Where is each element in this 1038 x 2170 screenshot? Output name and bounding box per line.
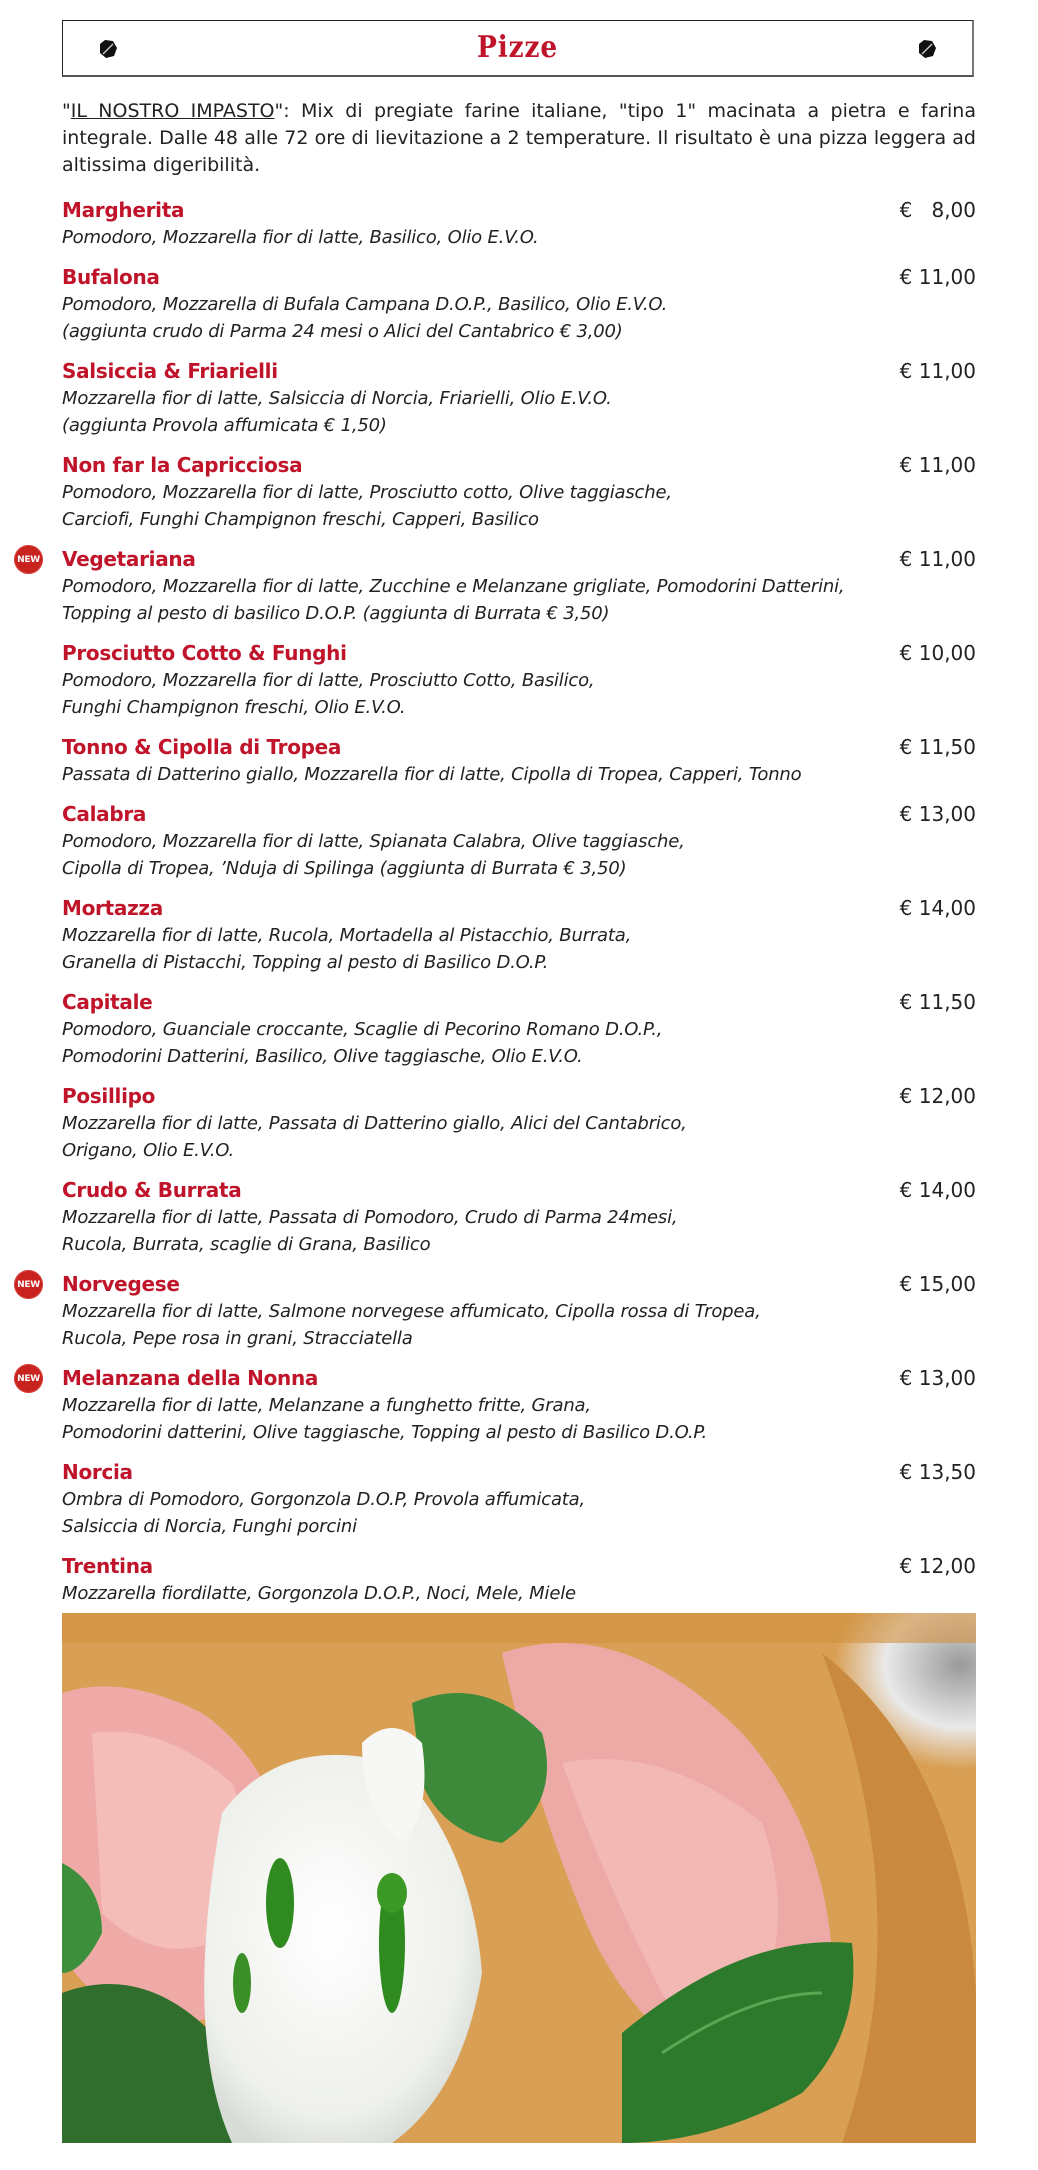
menu-item — [17, 1270, 976, 1352]
new-badge-icon: NEW — [14, 1270, 43, 1299]
menu-item — [62, 1552, 976, 1607]
pizza-ingredients: Passata di Datterino giallo, Mozzarella fior di latte, Cipolla di Tropea, Capperi, Tonno — [62, 764, 802, 785]
menu-item — [62, 1082, 976, 1164]
pizza-name: Calabra — [62, 802, 147, 826]
pizza-name: Non far la Capricciosa — [62, 453, 303, 477]
pizza-ingredients: Mozzarella fior di latte, Passata di Pomodoro, Crudo di Parma 24mesi, — [62, 1207, 678, 1228]
pizza-price: € 11,00 — [899, 453, 976, 477]
menu-item — [62, 894, 976, 976]
intro-quote: " — [62, 100, 71, 122]
pizza-ingredients: Funghi Champignon freschi, Olio E.V.O. — [62, 697, 406, 718]
menu-item-header — [62, 800, 976, 828]
pizza-ingredients: (aggiunta crudo di Parma 24 mesi o Alici del Cantabrico € 3,00) — [62, 321, 623, 342]
menu-item — [62, 988, 976, 1070]
pizza-ingredients: Mozzarella fiordilatte, Gorgonzola D.O.P., Noci, Mele, Miele — [62, 1583, 576, 1604]
nut-icon — [98, 39, 118, 59]
pizza-name: Crudo & Burrata — [62, 1178, 242, 1202]
menu-item — [62, 1176, 976, 1258]
pizza-price: € 13,00 — [899, 802, 976, 826]
pizza-ingredients: Pomodorini datterini, Olive taggiasche, Topping al pesto di Basilico D.O.P. — [62, 1422, 708, 1443]
pizza-name: Melanzana della Nonna — [62, 1366, 319, 1390]
pizza-ingredients: Rucola, Pepe rosa in grani, Stracciatella — [62, 1328, 413, 1349]
menu-item — [62, 639, 976, 721]
pizza-ingredients: Mozzarella fior di latte, Melanzane a funghetto fritte, Grana, — [62, 1395, 591, 1416]
pizza-name: Capitale — [62, 990, 153, 1014]
new-badge-icon: NEW — [14, 545, 43, 574]
menu-item-header — [62, 196, 976, 224]
menu-item-header — [62, 988, 976, 1016]
pizza-ingredients: Pomodorini Datterini, Basilico, Olive taggiasche, Olio E.V.O. — [62, 1046, 583, 1067]
menu-item-header — [62, 1552, 976, 1580]
menu-item-header — [62, 1176, 976, 1204]
pizza-price: € 10,00 — [899, 641, 976, 665]
pizza-ingredients: Cipolla di Tropea, ’Nduja di Spilinga (aggiunta di Burrata € 3,50) — [62, 858, 627, 879]
menu-item — [62, 451, 976, 533]
menu-item-header — [62, 894, 976, 922]
pizza-name: Posillipo — [62, 1084, 156, 1108]
menu-item — [17, 545, 976, 627]
pizza-price: € 12,00 — [899, 1554, 976, 1578]
pizza-ingredients: Mozzarella fior di latte, Passata di Datterino giallo, Alici del Cantabrico, — [62, 1113, 687, 1134]
pizza-ingredients: Pomodoro, Mozzarella di Bufala Campana D.O.P., Basilico, Olio E.V.O. — [62, 294, 668, 315]
pizza-ingredients: Pomodoro, Mozzarella fior di latte, Prosciutto cotto, Olive taggiasche, — [62, 482, 672, 503]
pizza-ingredients: Mozzarella fior di latte, Salmone norvegese affumicato, Cipolla rossa di Tropea, — [62, 1301, 761, 1322]
menu-item-header — [62, 357, 976, 385]
pizza-name: Norcia — [62, 1460, 133, 1484]
pizza-price: € 11,00 — [899, 359, 976, 383]
pizza-name: Margherita — [62, 198, 185, 222]
pizza-ingredients: Granella di Pistacchi, Topping al pesto di Basilico D.O.P. — [62, 952, 549, 973]
intro-heading: IL NOSTRO IMPASTO — [70, 100, 275, 122]
pizza-name: Vegetariana — [62, 547, 196, 571]
pizza-price: € 8,00 — [899, 198, 976, 222]
pizza-name: Tonno & Cipolla di Tropea — [62, 735, 342, 759]
pizza-ingredients: Salsiccia di Norcia, Funghi porcini — [62, 1516, 357, 1537]
pizza-ingredients: Pomodoro, Mozzarella fior di latte, Zucchine e Melanzane grigliate, Pomodorini Datterini, — [62, 576, 845, 597]
section-header — [62, 20, 974, 77]
pizza-name: Trentina — [62, 1554, 153, 1578]
menu-item-header — [62, 1458, 976, 1486]
pizza-ingredients: Pomodoro, Mozzarella fior di latte, Basilico, Olio E.V.O. — [62, 227, 539, 248]
pizza-ingredients: Pomodoro, Mozzarella fior di latte, Prosciutto Cotto, Basilico, — [62, 670, 595, 691]
section-title: Pizze — [476, 30, 559, 65]
menu-item-header — [62, 263, 976, 291]
pizza-price: € 13,50 — [899, 1460, 976, 1484]
menu-item — [62, 357, 976, 439]
menu-item — [62, 733, 976, 788]
dough-intro — [62, 98, 976, 179]
pizza-ingredients: Origano, Olio E.V.O. — [62, 1140, 235, 1161]
menu-item-header — [62, 451, 976, 479]
pizza-ingredients: Pomodoro, Mozzarella fior di latte, Spianata Calabra, Olive taggiasche, — [62, 831, 685, 852]
pizza-list — [17, 196, 976, 1619]
nut-icon — [917, 39, 937, 59]
pizza-ingredients: Pomodoro, Guanciale croccante, Scaglie di Pecorino Romano D.O.P., — [62, 1019, 663, 1040]
pizza-ingredients: Mozzarella fior di latte, Salsiccia di Norcia, Friarielli, Olio E.V.O. — [62, 388, 612, 409]
pizza-ingredients: Mozzarella fior di latte, Rucola, Mortadella al Pistacchio, Burrata, — [62, 925, 632, 946]
menu-item-header — [62, 1364, 976, 1392]
intro-text: ": Mix di pregiate farine italiane, "tipo 1" macinata a pietra e farina integrale. Dalle 48 alle 72 ore di lievitazione a 2 temperature. Il risultato è una pizza leggera ad altissima digeribilità. — [62, 100, 976, 176]
pizza-ingredients: (aggiunta Provola affumicata € 1,50) — [62, 415, 387, 436]
pizza-price: € 15,00 — [899, 1272, 976, 1296]
menu-item-header — [62, 545, 976, 573]
pizza-price: € 11,00 — [899, 265, 976, 289]
pizza-photo-illustration — [62, 1613, 976, 2143]
pizza-name: Mortazza — [62, 896, 163, 920]
pizza-name: Bufalona — [62, 265, 160, 289]
pizza-ingredients: Ombra di Pomodoro, Gorgonzola D.O.P, Provola affumicata, — [62, 1489, 585, 1510]
pizza-price: € 12,00 — [899, 1084, 976, 1108]
menu-item — [17, 1364, 976, 1446]
menu-item-header — [62, 733, 976, 761]
pizza-name: Norvegese — [62, 1272, 180, 1296]
pizza-price: € 11,50 — [899, 735, 976, 759]
new-badge-icon: NEW — [14, 1364, 43, 1393]
menu-item — [62, 1458, 976, 1540]
menu-item — [62, 196, 976, 251]
pizza-price: € 11,50 — [899, 990, 976, 1014]
pizza-ingredients: Carciofi, Funghi Champignon freschi, Capperi, Basilico — [62, 509, 539, 530]
pizza-ingredients: Topping al pesto di basilico D.O.P. (aggiunta di Burrata € 3,50) — [62, 603, 610, 624]
pizza-price: € 14,00 — [899, 896, 976, 920]
pizza-name: Salsiccia & Friarielli — [62, 359, 278, 383]
pizza-photo — [62, 1613, 976, 2143]
pizza-name: Prosciutto Cotto & Funghi — [62, 641, 347, 665]
menu-item-header — [62, 1082, 976, 1110]
menu-item-header — [62, 1270, 976, 1298]
menu-item-header — [62, 639, 976, 667]
pizza-price: € 14,00 — [899, 1178, 976, 1202]
pizza-ingredients: Rucola, Burrata, scaglie di Grana, Basilico — [62, 1234, 431, 1255]
menu-item — [62, 800, 976, 882]
pizza-price: € 11,00 — [899, 547, 976, 571]
pizza-price: € 13,00 — [899, 1366, 976, 1390]
menu-item — [62, 263, 976, 345]
